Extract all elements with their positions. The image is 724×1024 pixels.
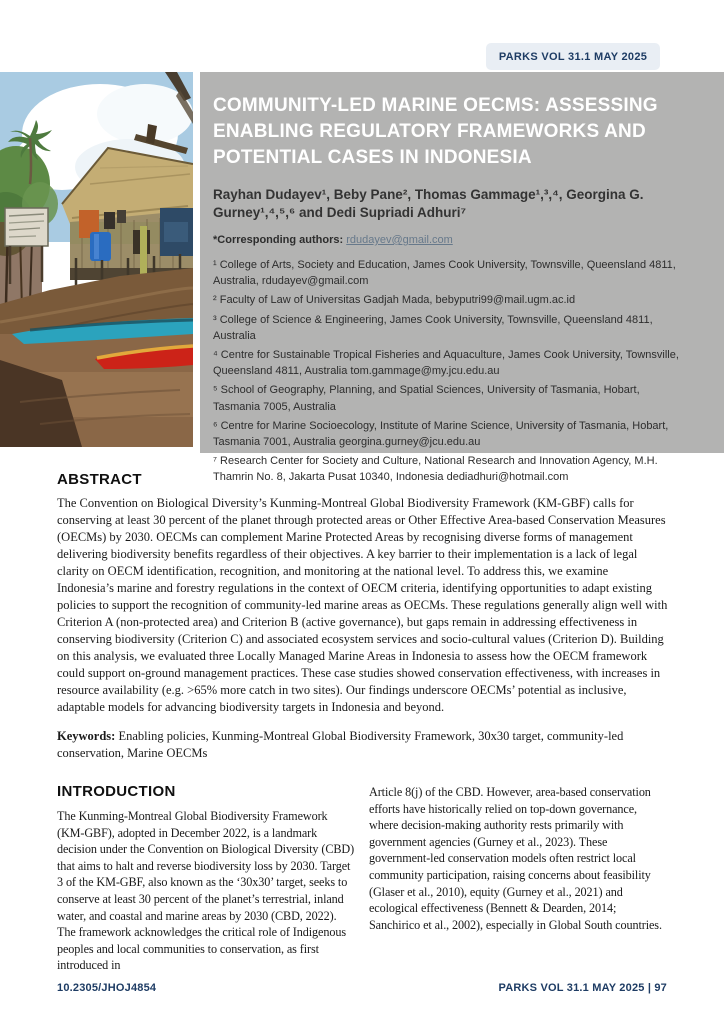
cover-photo (0, 72, 193, 447)
article-title: COMMUNITY-LED MARINE OECMS: ASSESSING ENABLING REGULATORY FRAMEWORKS AND POTENTIAL CASES IN INDONESIA (213, 95, 658, 168)
keywords-line (57, 728, 668, 762)
journal-volume-badge: PARKS VOL 31.1 MAY 2025 (486, 43, 660, 70)
page-footer (57, 982, 667, 994)
affiliations-list (213, 257, 683, 486)
title-block (200, 72, 724, 484)
doi: 10.2305/JHOJ4854 (57, 982, 157, 994)
affiliation: ⁶ Centre for Marine Socioecology, Institute of Marine Science, University of Tasmania, Hobart, Tasmania 7001, Australia georgina.gurney@jcu.edu.au (213, 419, 669, 449)
authors-line: Rayhan Dudayev¹, Beby Pane², Thomas Gammage¹,³,⁴, Georgina G. Gurney¹,⁴,⁵,⁶ and Dedi Supriadi Adhuri⁷ (213, 187, 644, 220)
abstract-section (57, 472, 668, 762)
affiliation: ⁷ Research Center for Society and Culture, National Research and Innovation Agency, M.H. Thamrin No. 8, Jakarta Pusat 10340, Indonesia dediadhuri@hotmail.com (213, 455, 658, 484)
abstract-text: The Convention on Biological Diversity’s Kunming-Montreal Global Biodiversity Framework (KM-GBF) calls for conserving at least 30 percent of the planet through protected areas or Other Effective Area-based Conservation Measures (OECMs) by 2030. OECMs can complement Marine Protected Areas by recognising diverse forms of management delivering biodiversity benefits regardless of their objectives. A key barrier to their implementation is a lack of legal clarity on OECM identification, recognition, and monitoring at the national level. To address this, we examine Indonesia’s marine and forestry regulations in the context of OECM criteria, identifying opportunities to adapt existing policies to support the recognition of community-led marine areas as OECMs. These regulations generally align well with Criterion A (non-protected area) and Criterion B (active governance), but gaps remain in addressing effectiveness in conserving biodiversity (Criterion C) and associated ecosystem services and socio-cultural values (Criterion D). Building on this analysis, we evaluated three Locally Managed Marine Areas in Indonesia to assess how the OECM framework could support on-ground management practices. These case studies showed conservation effectiveness, with increases in resource availability (e.g. >65% more catch in two sites). Our findings underscore OECMs’ potential as inclusive, adaptable models for advancing biodiversity targets in Indonesia and beyond. (57, 496, 668, 714)
intro-paragraph-left: The Kunming-Montreal Global Biodiversity Framework (KM-GBF), adopted in December 2022, is a landmark decision under the Convention on Biological Diversity (CBD) that aims to halt and reverse biodiversity loss by 2030. Target 3 of the KM-GBF, also known as the ‘30x30’ target, seeks to conserve at least 30 percent of the planet’s terrestrial, inland water, and coastal and marine areas by 2030 (CBD, 2022). The framework acknowledges the critical role of Indigenous peoples and local communities to conservation, as first introduced in (57, 809, 355, 973)
corresponding-line (213, 233, 684, 248)
intro-paragraph-right: Article 8(j) of the CBD. However, area-based conservation efforts have historically relied on top-down governance, where decision-making authority rests primarily with government agencies (Gurney et al., 2023). These government-led conservation models often restrict local community participation, raising concerns about feasibility (Glaser et al., 2010), equity (Gurney et al., 2021) and ecological effectiveness (Bennett & Dearden, 2014; Sanchirico et al., 2002), especially in Global South countries. (369, 785, 662, 932)
introduction-section (57, 784, 668, 974)
introduction-heading: INTRODUCTION (57, 783, 176, 800)
affiliation: ³ College of Science & Engineering, James Cook University, Townsville, Queensland 4811, Australia (213, 313, 653, 342)
keywords-text: Enabling policies, Kunming-Montreal Global Biodiversity Framework, 30x30 target, community-led conservation, Marine OECMs (57, 729, 624, 760)
affiliation: ¹ College of Arts, Society and Education, James Cook University, Townsville, Queensland 4811, Australia, rdudayev@gmail.com (213, 259, 676, 288)
affiliation: ⁴ Centre for Sustainable Tropical Fisheries and Aquaculture, James Cook University, Townsville, Queensland 4811, Australia tom.gammage@my.jcu.edu.au (213, 349, 679, 378)
corresponding-label: *Corresponding authors: (213, 234, 344, 246)
intro-column-right (369, 784, 668, 974)
article-body (57, 472, 668, 974)
keywords-label: Keywords: (57, 729, 116, 743)
footer-journal-page: PARKS VOL 31.1 MAY 2025 | 97 (498, 982, 667, 994)
intro-column-left (57, 784, 356, 974)
abstract-heading: ABSTRACT (57, 471, 142, 488)
affiliation: ² Faculty of Law of Universitas Gadjah Mada, bebyputri99@mail.ugm.ac.id (213, 294, 576, 307)
corresponding-email-link[interactable]: rdudayev@gmail.com (346, 234, 453, 246)
affiliation: ⁵ School of Geography, Planning, and Spatial Sciences, University of Tasmania, Hobart, Tasmania 7005, Australia (213, 384, 640, 413)
